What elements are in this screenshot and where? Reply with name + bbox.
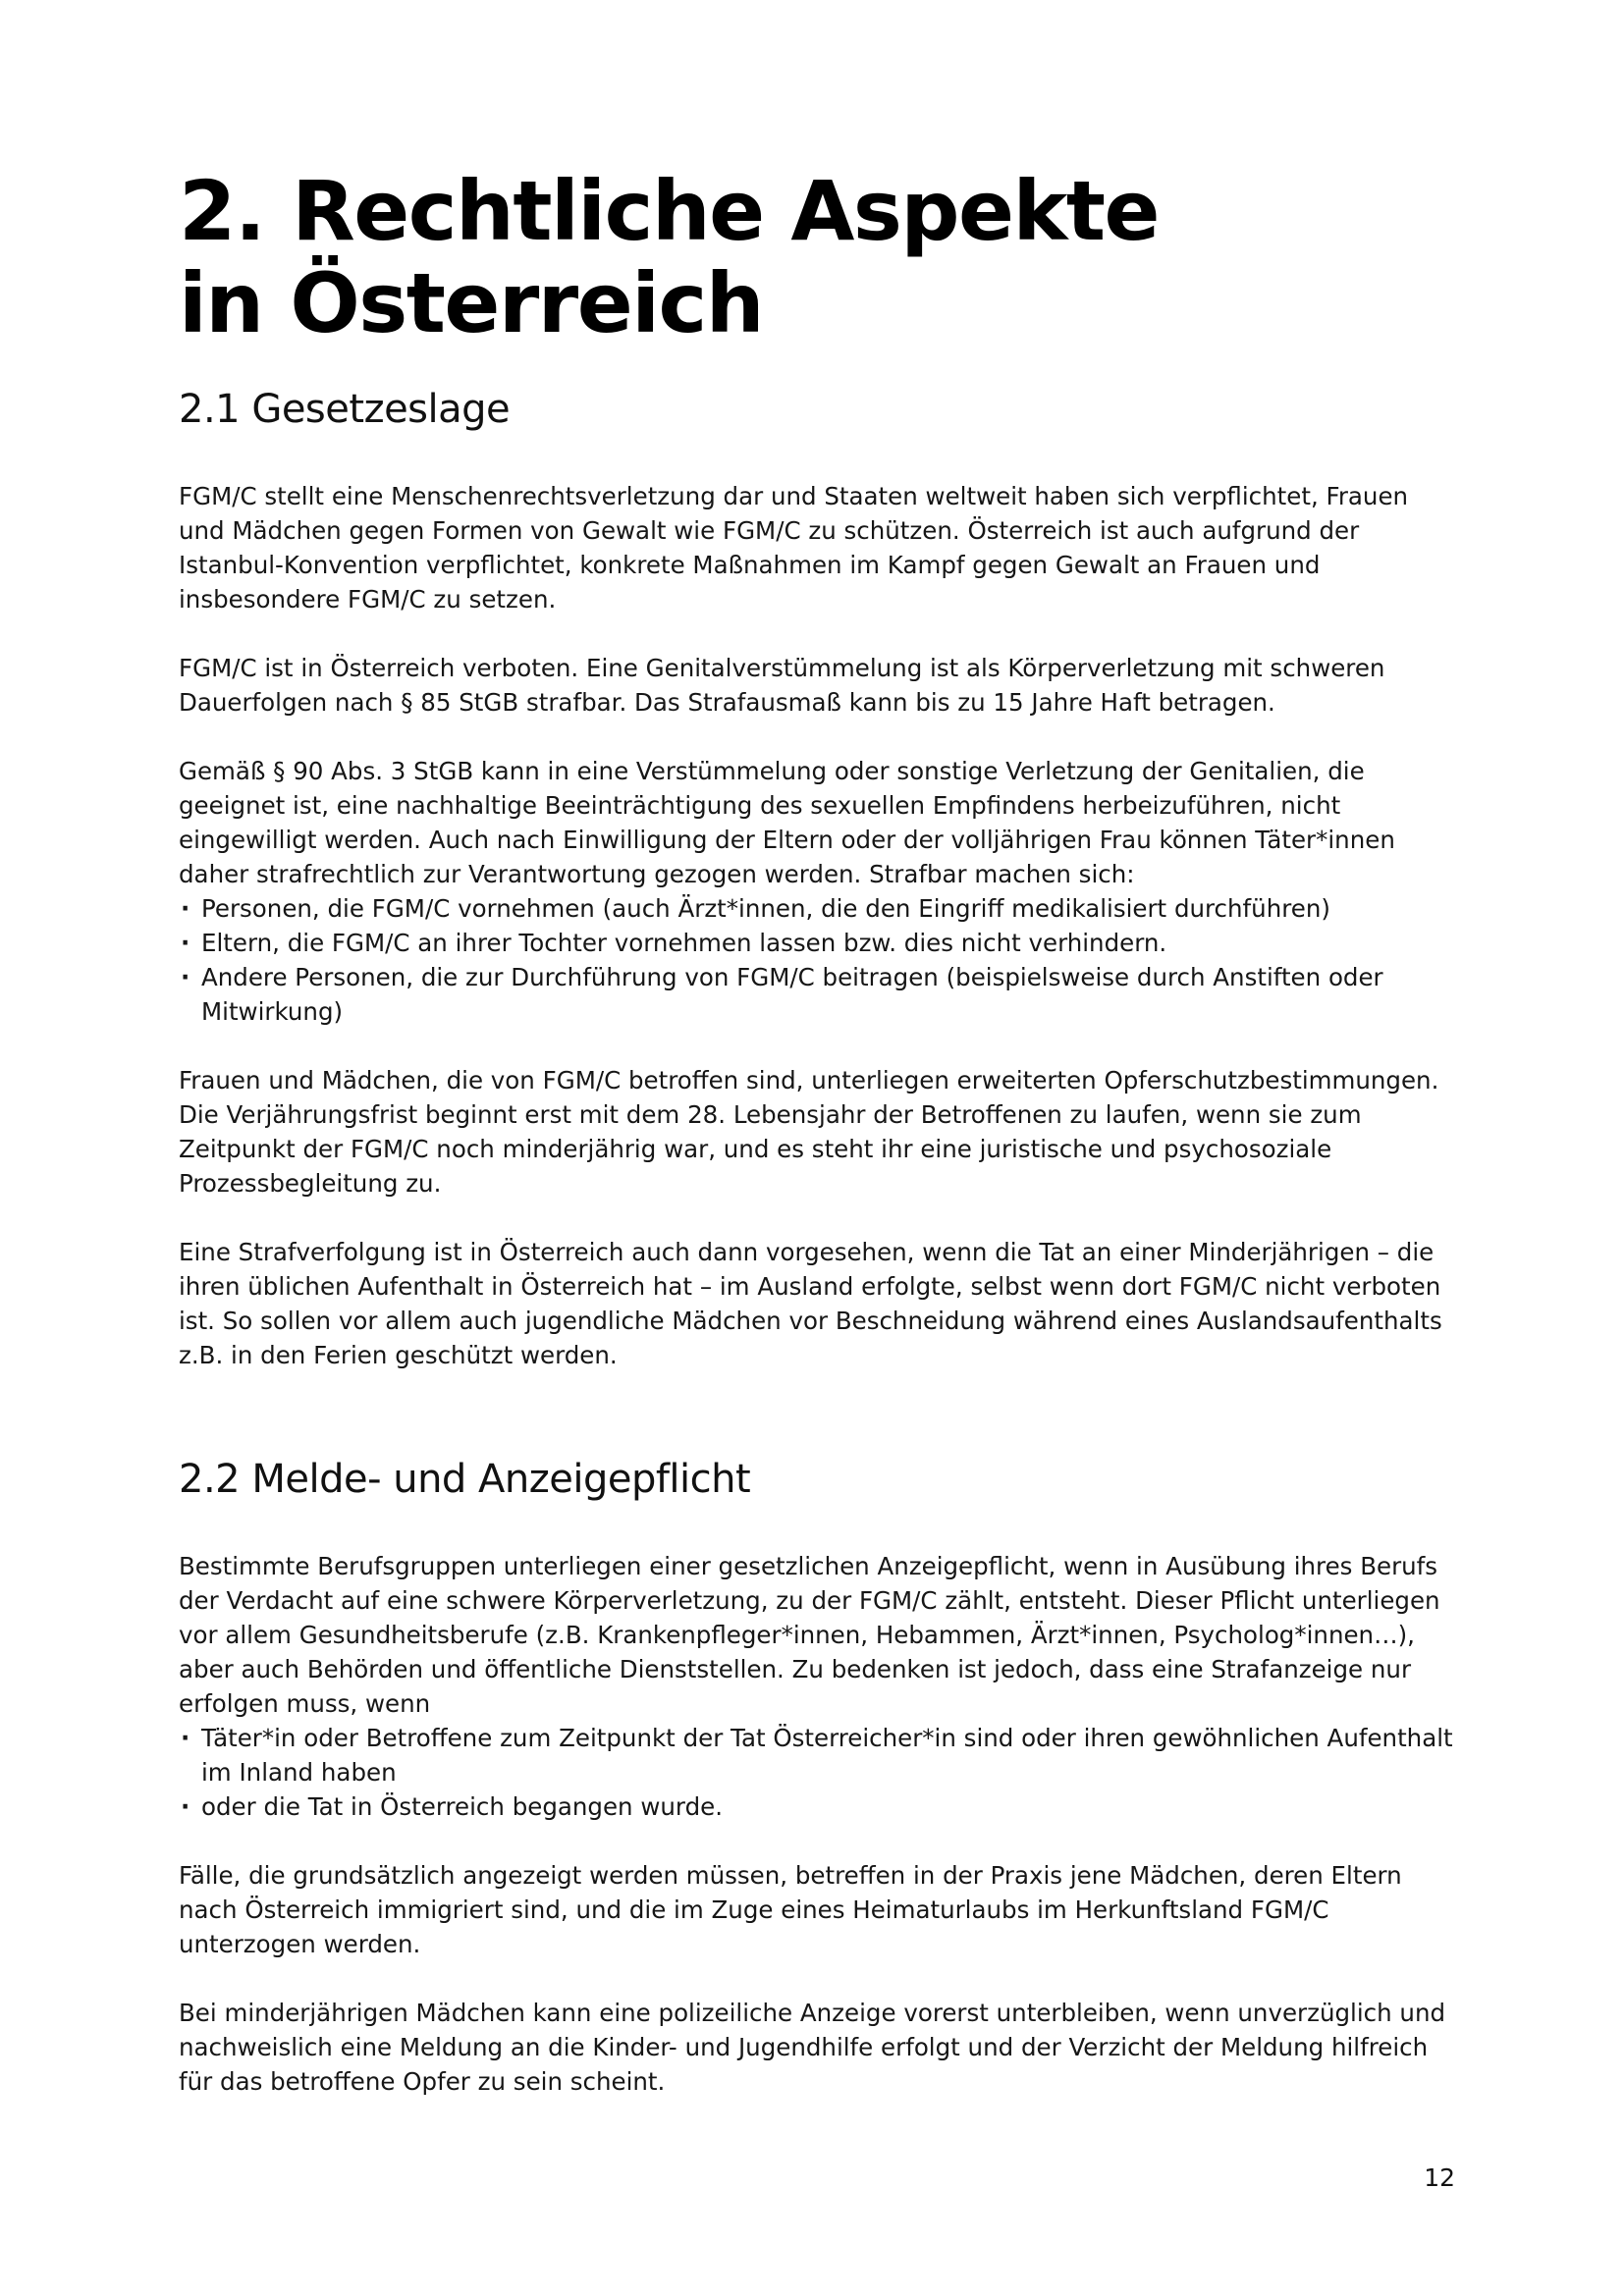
- section-heading-anzeigepflicht: 2.2 Melde- und Anzeigepflicht: [179, 1457, 751, 1502]
- page-title-line-2: in Österreich: [179, 255, 764, 351]
- page-number: 12: [1424, 2163, 1455, 2192]
- paragraph: Bei minderjährigen Mädchen kann eine polizeiliche Anzeige vorerst unterbleiben, wenn unverzüglich und nachweislich eine Meldung an die Kinder- und Jugendhilfe erfolgt und der Verzicht der Meldung hilfreich für das betroffene Opfer zu sein scheint.: [179, 1999, 1446, 2096]
- bullet-list-strafbar: [179, 891, 1455, 1029]
- section-heading-gesetzeslage: 2.1 Gesetzeslage: [179, 387, 511, 432]
- paragraph: FGM/C stellt eine Menschenrechtsverletzung dar und Staaten weltweit haben sich verpflichtet, Frauen und Mädchen gegen Formen von Gewalt wie FGM/C zu schützen. Österreich ist auch aufgrund der Istanbul-Konvention verpflichtet, konkrete Maßnahmen im Kampf gegen Gewalt an Frauen und insbesondere FGM/C zu setzen.: [179, 482, 1409, 614]
- list-item: · oder die Tat in Österreich begangen wurde.: [179, 1789, 1455, 1824]
- page-title: [179, 165, 1455, 349]
- paragraph: Eine Strafverfolgung ist in Österreich auch dann vorgesehen, wenn die Tat an einer Minderjährigen – die ihren üblichen Aufenthalt in Österreich hat – im Ausland erfolgte, selbst wenn dort FGM/C nicht verboten ist. So sollen vor allem auch jugendliche Mädchen vor Beschneidung während eines Auslandsaufenthalts z.B. in den Ferien geschützt werden.: [179, 1238, 1442, 1369]
- list-item: · Täter*in oder Betroffene zum Zeitpunkt der Tat Österreicher*in sind oder ihren gewöhnlichen Aufenthalt im Inland haben: [179, 1721, 1455, 1789]
- page-title-line-1: 2. Rechtliche Aspekte: [179, 163, 1159, 259]
- paragraph: Bestimmte Berufsgruppen unterliegen einer gesetzlichen Anzeigepflicht, wenn in Ausübung ihres Berufs der Verdacht auf eine schwere Körperverletzung, zu der FGM/C zählt, entsteht. Dieser Pflicht unterliegen vor allem Gesundheitsberufe (z.B. Krankenpfleger*innen, Hebammen, Ärzt*innen, Psycholog*innen…), aber auch Behörden und öffentliche Dienststellen. Zu bedenken ist jedoch, dass eine Strafanzeige nur erfolgen muss, wenn: [179, 1552, 1440, 1718]
- bullet-list-anzeige: [179, 1721, 1455, 1824]
- paragraph: Frauen und Mädchen, die von FGM/C betroffen sind, unterliegen erweiterten Opferschutzbestimmungen. Die Verjährungsfrist beginnt erst mit dem 28. Lebensjahr der Betroffenen zu laufen, wenn sie zum Zeitpunkt der FGM/C noch minderjährig war, und es steht ihr eine juristische und psychosoziale Prozessbegleitung zu.: [179, 1066, 1439, 1198]
- document-page: [179, 165, 1455, 2099]
- list-item: · Eltern, die FGM/C an ihrer Tochter vornehmen lassen bzw. dies nicht verhindern.: [179, 926, 1455, 960]
- list-item: · Personen, die FGM/C vornehmen (auch Ärzt*innen, die den Eingriff medikalisiert durchführen): [179, 891, 1455, 926]
- paragraph: Gemäß § 90 Abs. 3 StGB kann in eine Verstümmelung oder sonstige Verletzung der Genitalien, die geeignet ist, eine nachhaltige Beeinträchtigung des sexuellen Empfindens herbeizuführen, nicht eingewilligt werden. Auch nach Einwilligung der Eltern oder der volljährigen Frau können Täter*innen daher strafrechtlich zur Verantwortung gezogen werden. Strafbar machen sich:: [179, 757, 1395, 888]
- list-item: · Andere Personen, die zur Durchführung von FGM/C beitragen (beispielsweise durch Anstiften oder Mitwirkung): [179, 960, 1455, 1029]
- paragraph: FGM/C ist in Österreich verboten. Eine Genitalverstümmelung ist als Körperverletzung mit schweren Dauerfolgen nach § 85 StGB strafbar. Das Strafausmaß kann bis zu 15 Jahre Haft betragen.: [179, 654, 1385, 717]
- paragraph: Fälle, die grundsätzlich angezeigt werden müssen, betreffen in der Praxis jene Mädchen, deren Eltern nach Österreich immigriert sind, und die im Zuge eines Heimaturlaubs im Herkunftsland FGM/C unterzogen werden.: [179, 1861, 1402, 1958]
